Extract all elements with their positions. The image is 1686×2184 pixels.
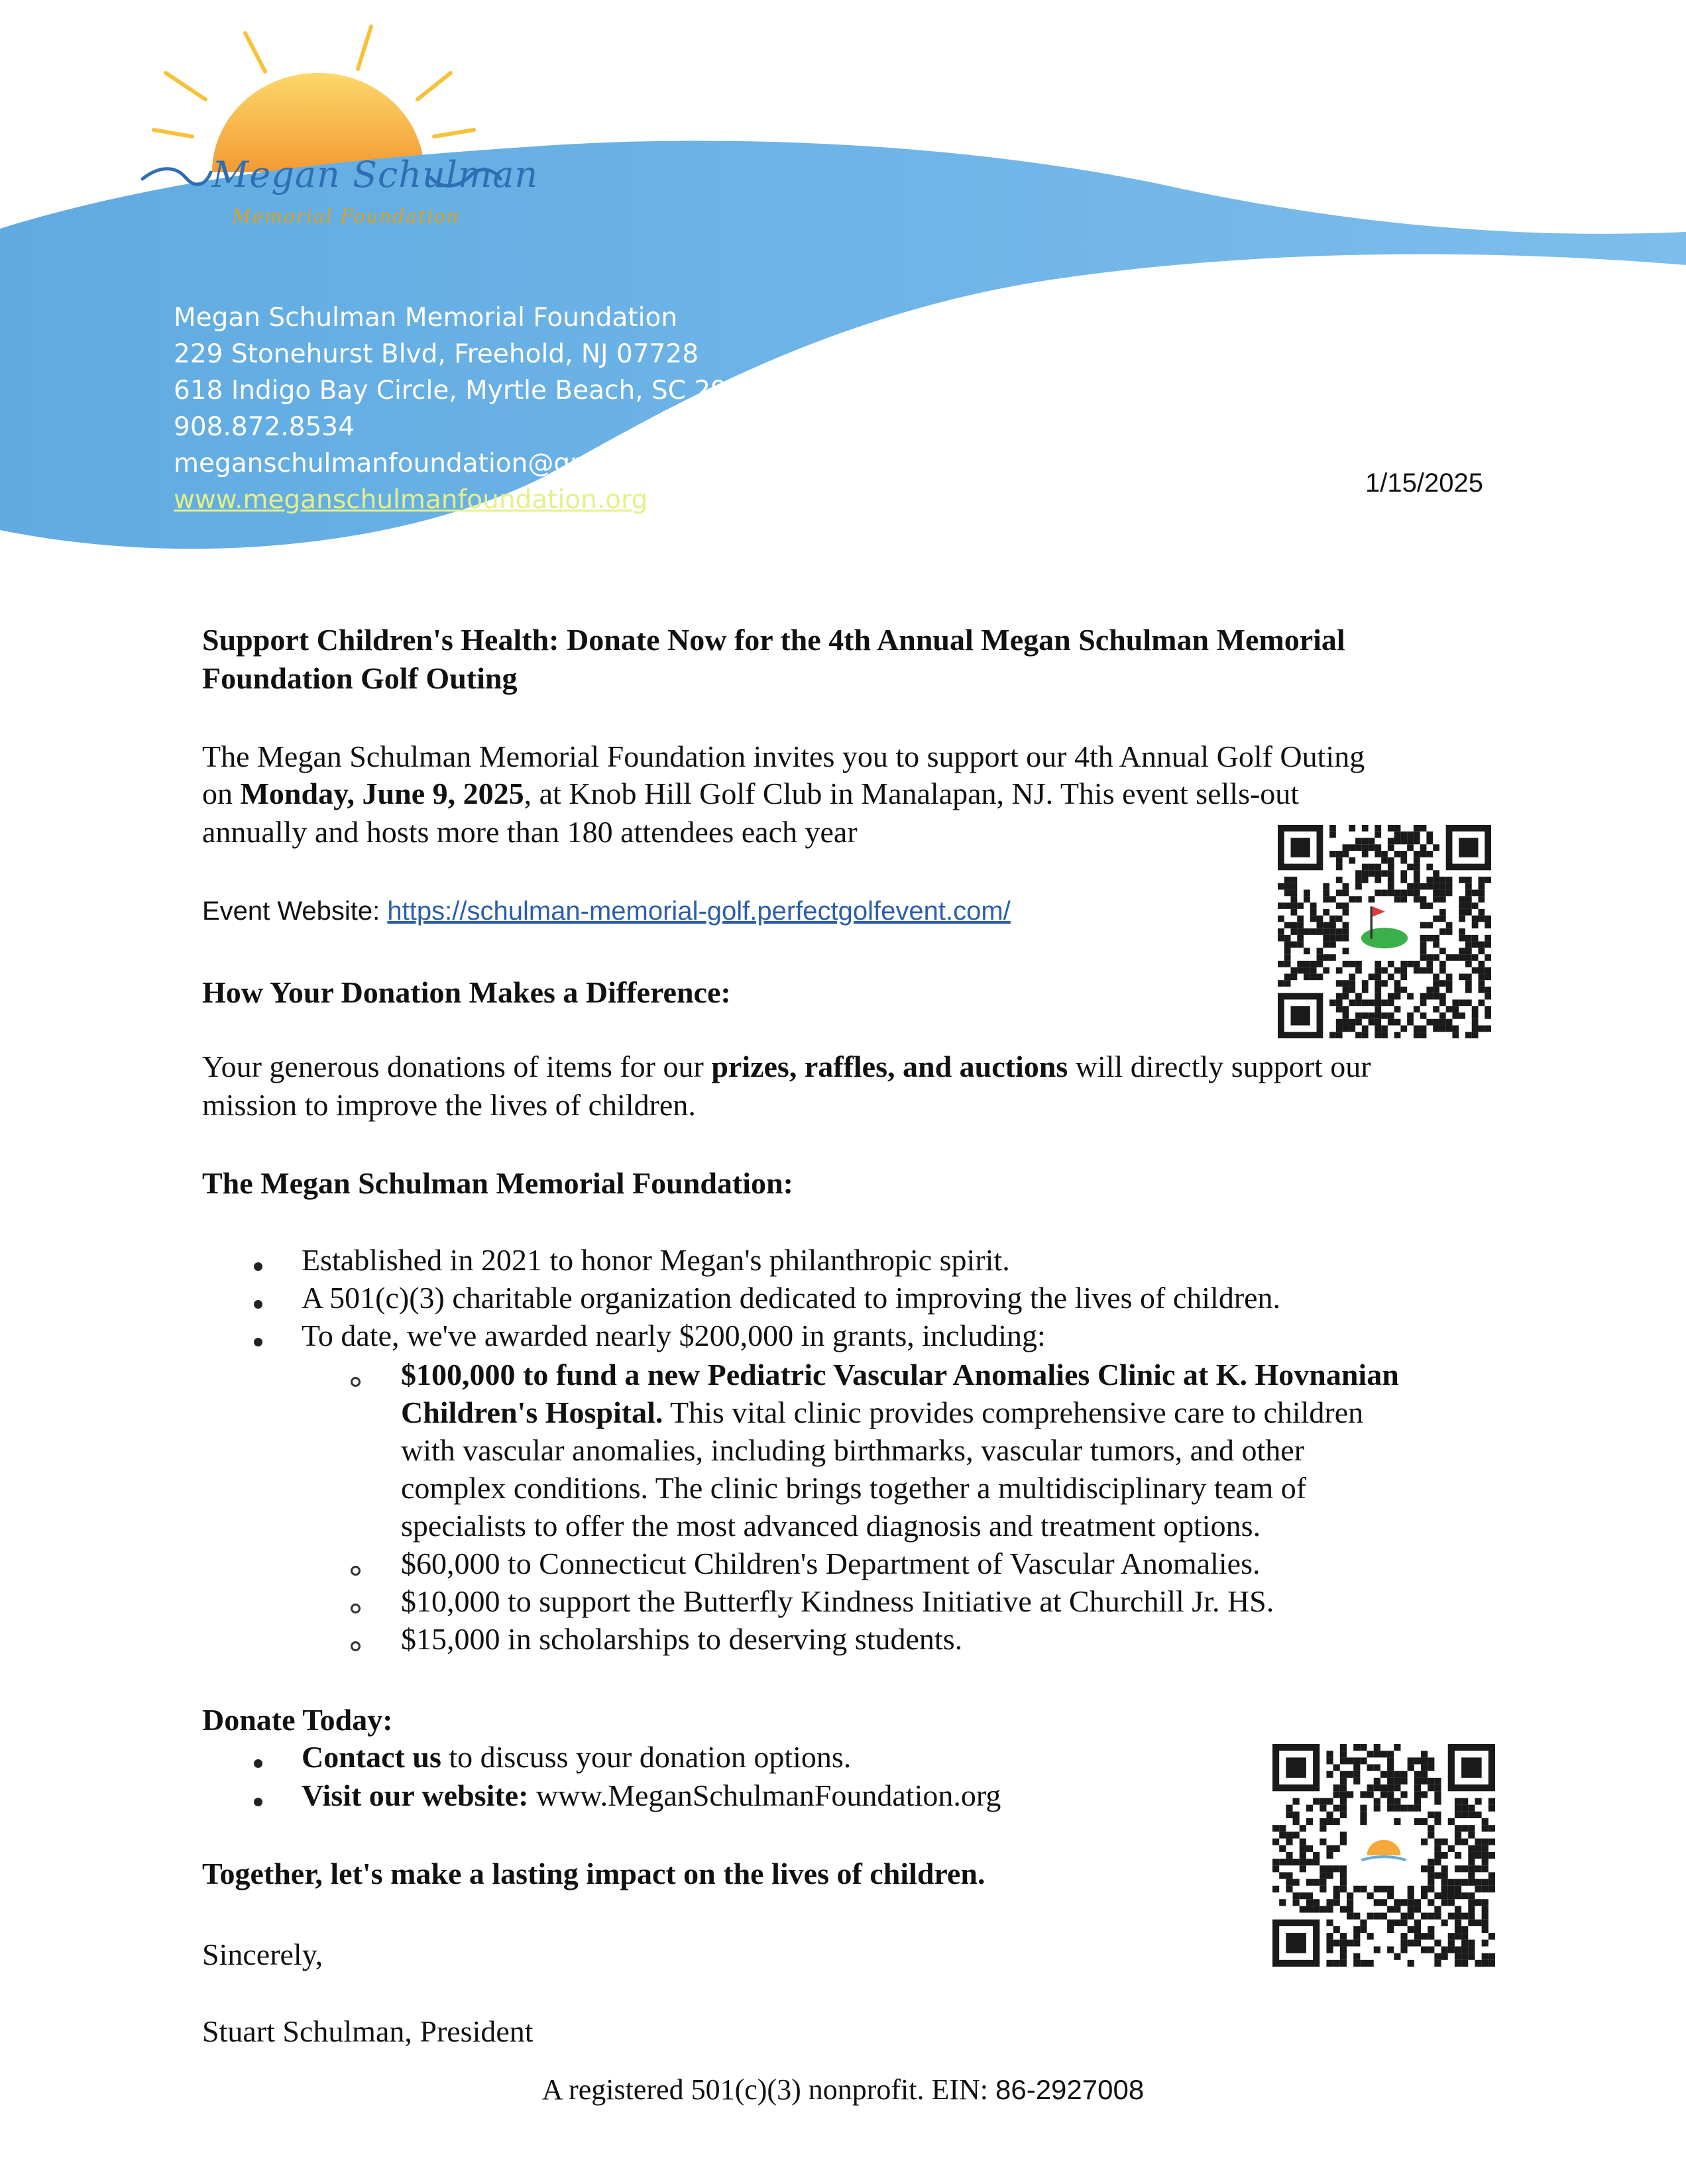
donate-heading: Donate Today: [202, 1703, 393, 1737]
logo-subtitle: Memorial Foundation [232, 205, 461, 227]
event-website-link[interactable]: https://schulman-memorial-golf.perfectgolfevent.com/ [387, 897, 1011, 926]
bullet-marker [254, 1300, 262, 1309]
sub-bullet-marker [351, 1641, 361, 1651]
sub-bullet-marker [351, 1566, 361, 1576]
bullet-marker [254, 1759, 262, 1768]
ein-number: 86-2927008 [995, 2074, 1145, 2105]
foundation-bullet-2: A 501(c)(3) charitable organization dedicated to improving the lives of children. [302, 1281, 1281, 1315]
grant-1-line-3: with vascular anomalies, including birthmarks, vascular tumors, and other [401, 1433, 1305, 1467]
closing-tagline: Together, let's make a lasting impact on the lives of children. [202, 1857, 985, 1890]
grant-2: $60,000 to Connecticut Children's Department of Vascular Anomalies. [401, 1547, 1261, 1580]
address-freehold: 229 Stonehurst Blvd, Freehold, NJ 07728 [174, 339, 699, 369]
signature: Stuart Schulman, President [202, 2014, 534, 2048]
event-qr-code[interactable] [1278, 825, 1491, 1038]
intro-line-3: annually and hosts more than 180 attendees each year [202, 815, 858, 849]
foundation-heading: The Megan Schulman Memorial Foundation: [202, 1166, 793, 1200]
letter-date: 1/15/2025 [1365, 468, 1483, 498]
email-address[interactable]: meganschulmanfoundation@gmail.com [174, 449, 689, 478]
contact-block [174, 300, 776, 518]
donation-heading: How Your Donation Makes a Difference: [202, 975, 731, 1009]
logo-name: Megan Schulman [212, 154, 539, 195]
grant-4: $15,000 in scholarships to deserving students. [401, 1622, 963, 1656]
org-name: Megan Schulman Memorial Foundation [174, 303, 678, 333]
salutation: Sincerely, [202, 1938, 323, 1971]
grant-1-line-5: specialists to offer the most advanced diagnosis and treatment options. [401, 1509, 1261, 1543]
event-date: Monday, June 9, 2025 [240, 777, 524, 810]
footer-nonprofit-line: A registered 501(c)(3) nonprofit. EIN: 86-2927008 [541, 2073, 1145, 2106]
event-website-label: Event Website: [202, 897, 388, 926]
bullet-marker [254, 1262, 262, 1271]
bullet-marker [254, 1338, 262, 1346]
donate-item-website: Visit our website: www.MeganSchulmanFoundation.org [302, 1778, 1001, 1812]
donation-line-2: mission to improve the lives of children. [202, 1088, 696, 1122]
sub-bullet-marker [351, 1604, 361, 1613]
bullet-marker [254, 1798, 262, 1806]
heading-line-2: Foundation Golf Outing [202, 661, 518, 695]
grant-1-line-1: $100,000 to fund a new Pediatric Vascular Anomalies Clinic at K. Hovnanian [401, 1358, 1399, 1392]
address-myrtle-beach: 618 Indigo Bay Circle, Myrtle Beach, SC 29579 [174, 376, 777, 406]
website-qr-code[interactable] [1272, 1744, 1495, 1967]
phone-number: 908.872.8534 [174, 412, 355, 442]
intro-line-1: The Megan Schulman Memorial Foundation invites you to support our 4th Annual Golf Outing [202, 739, 1365, 773]
donation-line-1: Your generous donations of items for our prizes, raffles, and auctions will directly support our [202, 1050, 1371, 1083]
grant-3: $10,000 to support the Butterfly Kindness Initiative at Churchill Jr. HS. [401, 1584, 1274, 1618]
sub-bullet-marker [351, 1377, 361, 1387]
website-link[interactable]: www.meganschulmanfoundation.org [174, 485, 648, 515]
donate-item-contact: Contact us to discuss your donation options. [302, 1740, 852, 1774]
intro-line-2: on Monday, June 9, 2025, at Knob Hill Golf Club in Manalapan, NJ. This event sells-out [202, 777, 1300, 810]
foundation-bullet-1: Established in 2021 to honor Megan's philanthropic spirit. [302, 1243, 1010, 1277]
grant-1-line-4: complex conditions. The clinic brings together a multidisciplinary team of [401, 1471, 1307, 1505]
heading-line-1: Support Children's Health: Donate Now for the 4th Annual Megan Schulman Memorial [202, 623, 1345, 657]
foundation-bullet-3: To date, we've awarded nearly $200,000 in grants, including: [302, 1319, 1046, 1352]
event-website-row [202, 893, 1011, 930]
grant-1-line-2: Children's Hospital. This vital clinic provides comprehensive care to children [401, 1395, 1364, 1429]
